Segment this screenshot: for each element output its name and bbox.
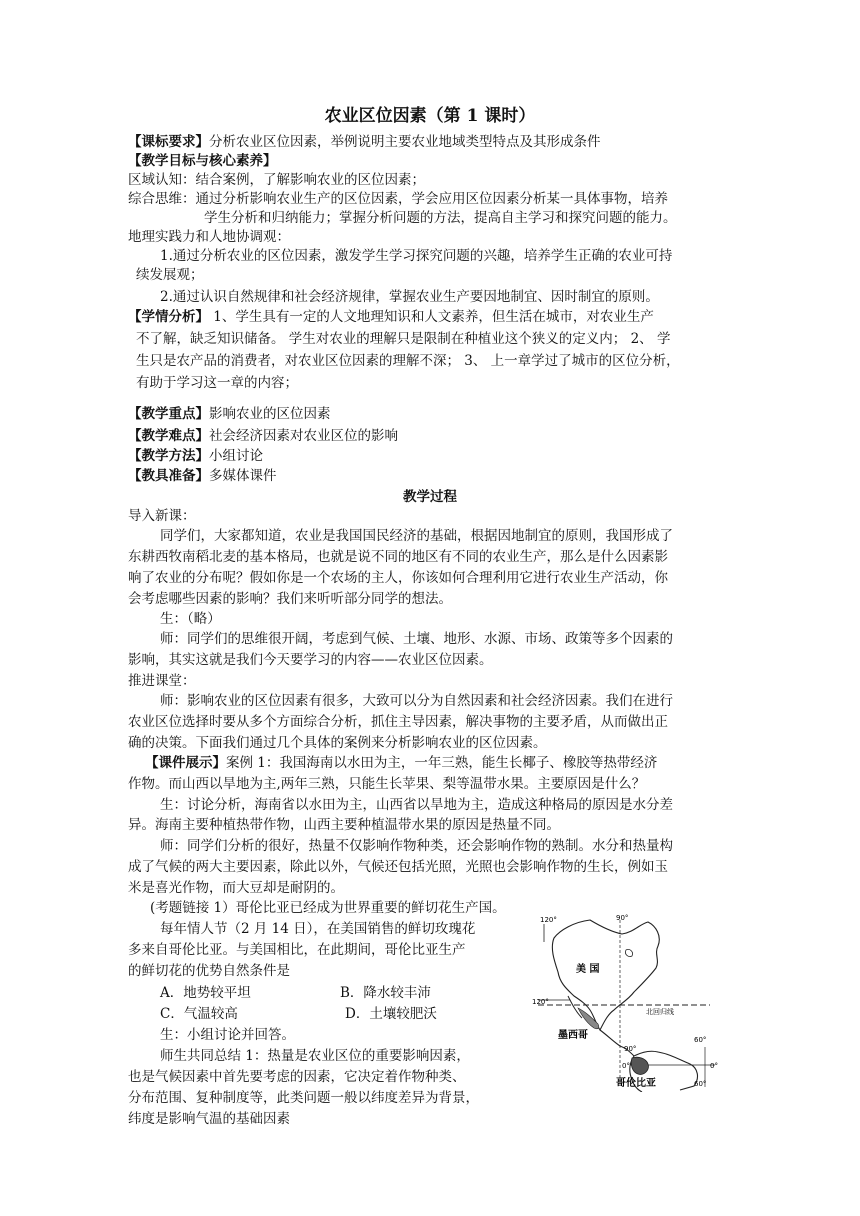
- text-line: [128, 466, 277, 486]
- text-line: 师生共同总结 1：热量是农业区位的重要影响因素，: [160, 1048, 470, 1064]
- text-line: [128, 404, 331, 424]
- line-text: 影响农业的区位因素: [209, 406, 331, 422]
- option-c: C．气温较高: [160, 1006, 238, 1022]
- text-line: 有助于学习这一章的内容；: [136, 375, 298, 391]
- label-lon120-top: 120°: [540, 916, 557, 924]
- label-lat90-bottom: 90°: [624, 1045, 637, 1053]
- text-line: 东耕西牧南稻北麦的基本格局，也就是说不同的地区有不同的农业生产，那么是什么因素影: [128, 549, 668, 565]
- option-d: D．土壤较肥沃: [345, 1006, 437, 1022]
- section-label: 【教具准备】: [128, 468, 209, 484]
- text-line: 学生分析和归纳能力；掌握分析问题的方法，提高自主学习和探究问题的能力。: [204, 210, 677, 226]
- line-text: 社会经济因素对农业区位的影响: [209, 428, 398, 444]
- text-line: 综合思维：通过分析影响农业生产的区位因素，学会应用区位因素分析某一具体事物，培养: [128, 191, 668, 207]
- label-lon60: 60°: [694, 1036, 707, 1044]
- section-label: 【学情分析】: [128, 309, 209, 325]
- text-line: 米是喜光作物，而大豆却是耐阴的。: [128, 880, 344, 896]
- text-line: 作物。而山西以旱地为主,两年三熟，只能生长苹果、梨等温带水果。主要原因是什么？: [128, 776, 646, 792]
- text-line: 推进课堂：: [128, 673, 196, 689]
- text-line: 师：同学们分析的很好，热量不仅影响作物种类，还会影响作物的熟制。水分和热量构: [160, 838, 673, 854]
- section-label: 【教学方法】: [128, 448, 209, 464]
- colombia-shape: [631, 1057, 648, 1074]
- section-label: 【教学难点】: [128, 428, 209, 444]
- section-label: 【课标要求】: [128, 134, 209, 150]
- label-lat0-left: 0°: [622, 1062, 630, 1070]
- text-line: [128, 151, 277, 171]
- mexico-shape: [578, 1008, 599, 1029]
- option-b: B．降水较丰沛: [340, 985, 431, 1001]
- section-heading: 教学过程: [403, 489, 457, 505]
- label-tropic: 北回归线: [646, 1008, 674, 1016]
- text-line: 确的决策。下面我们通过几个具体的案例来分析影响农业的区位因素。: [128, 735, 547, 751]
- page-title: 农业区位因素（第 1 课时）: [324, 106, 536, 126]
- text-line: 农业区位选择时要从多个方面综合分析，抓住主导因素，解决事物的主要矛盾，从而做出正: [128, 714, 668, 730]
- option-a: A．地势较平坦: [160, 985, 251, 1001]
- text-line: 生：小组讨论并回答。: [160, 1027, 295, 1043]
- text-line: 区域认知：结合案例，了解影响农业的区位因素；: [128, 172, 425, 188]
- section-label: 【教学重点】: [128, 406, 209, 422]
- text-line: 地理实践力和人地协调观：: [128, 229, 290, 245]
- text-line: 不了解，缺乏知识储备。 学生对农业的理解只是限制在种植业这个狭义的定义内； 2、 学: [136, 331, 671, 347]
- line-text: 分析农业区位因素，举例说明主要农业地域类型特点及其形成条件: [209, 134, 601, 150]
- label-lon60-bottom: 60°: [694, 1080, 707, 1088]
- section-label: 【课件展示】: [145, 755, 226, 771]
- line-text: 1、学生具有一定的人文地理知识和人文素养，但生活在城市，对农业生产: [209, 309, 654, 325]
- text-line: [128, 426, 398, 446]
- americas-map: [530, 912, 730, 1092]
- label-mexico: 墨西哥: [558, 1030, 588, 1041]
- text-line: 生：（略）: [160, 611, 221, 627]
- label-colombia: 哥伦比亚: [616, 1078, 656, 1089]
- text-line: 同学们，大家都知道，农业是我国国民经济的基础，根据因地制宜的原则，我国形成了: [160, 528, 673, 544]
- north-america-outline: [552, 920, 659, 1030]
- text-line: 会考虑哪些因素的影响？我们来听听部分同学的想法。: [128, 591, 452, 607]
- text-line: 每年情人节（2 月 14 日），在美国销售的鲜切玫瑰花: [160, 921, 476, 937]
- text-line: 影响，其实这就是我们今天要学习的内容——农业区位因素。: [128, 652, 493, 668]
- line-text: 案例 1：我国海南以水田为主，一年三熟，能生长椰子、橡胶等热带经济: [226, 755, 658, 771]
- label-usa: 美 国: [576, 964, 600, 975]
- text-line: 续发展观；: [136, 267, 204, 283]
- text-line: 也是气候因素中首先要考虑的因素，它决定着作物种类、: [128, 1069, 466, 1085]
- text-line: 生只是农产品的消费者，对农业区位因素的理解不深； 3、 上一章学过了城市的区位分析，: [136, 353, 680, 369]
- map-svg: [530, 912, 730, 1092]
- label-lon90-top: 90°: [616, 914, 629, 922]
- text-line: 生：讨论分析，海南省以水田为主，山西省以旱地为主，造成这种格局的原因是水分差: [160, 797, 673, 813]
- text-line: 的鲜切花的优势自然条件是: [128, 963, 290, 979]
- text-line: [145, 753, 657, 773]
- text-line: [128, 446, 263, 466]
- text-line: 师：影响农业的区位因素有很多，大致可以分为自然因素和社会经济因素。我们在进行: [160, 693, 673, 709]
- text-line: 成了气候的两大主要因素，除此以外，气候还包括光照，光照也会影响作物的生长，例如玉: [128, 859, 668, 875]
- text-line: [128, 307, 654, 327]
- text-line: 2.通过认识自然规律和社会经济规律，掌握农业生产要因地制宜、因时制宜的原则。: [160, 289, 659, 305]
- line-text: 多媒体课件: [209, 468, 277, 484]
- text-line: 1.通过分析农业的区位因素，激发学生学习探究问题的兴趣，培养学生正确的农业可持: [160, 248, 673, 264]
- label-lat120-left: 120°: [532, 998, 549, 1006]
- line-text: 小组讨论: [209, 448, 263, 464]
- text-line: 导入新课：: [128, 508, 196, 524]
- text-line: 多来自哥伦比亚。与美国相比，在此期间，哥伦比亚生产: [128, 942, 466, 958]
- text-line: 异。海南主要种植热带作物，山西主要种植温带水果的原因是热量不同。: [128, 817, 560, 833]
- text-line: 师：同学们的思维很开阔，考虑到气候、土壤、地形、水源、市场、政策等多个因素的: [160, 631, 673, 647]
- text-line: 响了农业的分布呢？假如你是一个农场的主人，你该如何合理利用它进行农业生产活动，你: [128, 570, 668, 586]
- text-line: [128, 132, 601, 152]
- text-line: 纬度是影响气温的基础因素: [128, 1111, 290, 1127]
- label-lat0-right: 0°: [710, 1062, 718, 1070]
- text-line: (考题链接 1）哥伦比亚已经成为世界重要的鲜切花生产国。: [150, 900, 506, 916]
- section-label: 【教学目标与核心素养】: [128, 153, 277, 169]
- text-line: 分布范围、复种制度等，此类问题一般以纬度差异为背景，: [128, 1090, 479, 1106]
